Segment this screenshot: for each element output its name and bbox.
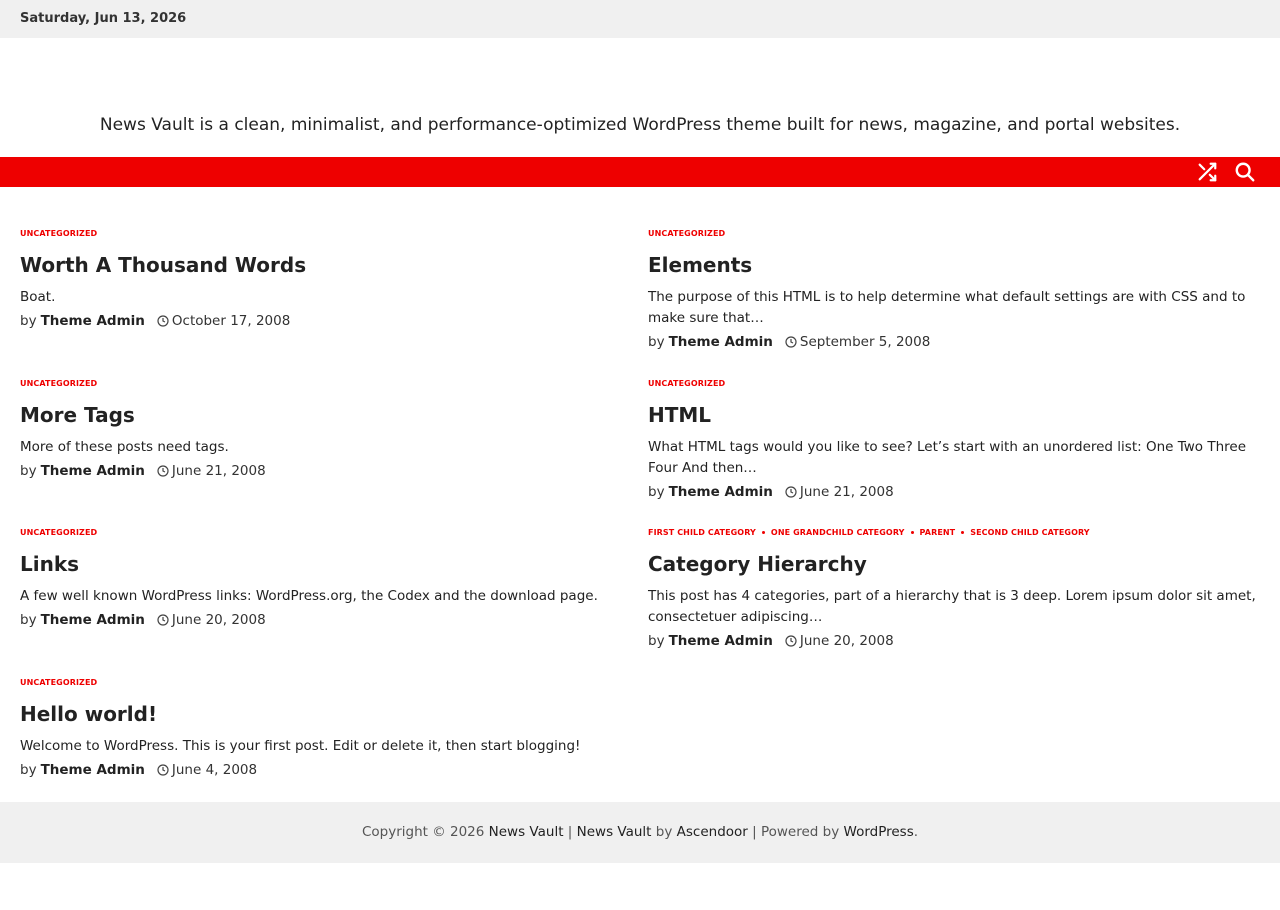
theme-link[interactable]: News Vault	[576, 824, 652, 840]
category-separator	[762, 531, 765, 534]
post-excerpt: This post has 4 categories, part of a hierarchy that is 3 deep. Lorem ipsum dolor sit amet, consectetuer adipiscing…	[648, 588, 1256, 625]
top-bar	[0, 0, 1280, 38]
post-excerpt: Welcome to WordPress. This is your first post. Edit or delete it, then start blogging!	[20, 738, 581, 754]
category-link[interactable]: UNCATEGORIZED	[20, 678, 98, 687]
author-link[interactable]: Theme Admin	[40, 612, 145, 628]
category-link[interactable]: UNCATEGORIZED	[20, 528, 98, 537]
post-excerpt: A few well known WordPress links: WordPress.org, the Codex and the download page.	[20, 588, 598, 604]
search-icon[interactable]	[1234, 161, 1256, 183]
post-title[interactable]: Category Hierarchy	[648, 552, 867, 576]
post-categories	[20, 229, 630, 243]
post-date[interactable]: June 20, 2008	[171, 612, 266, 628]
by-label: by	[648, 334, 665, 350]
post-card	[20, 678, 630, 780]
author-link[interactable]: Theme Admin	[40, 463, 145, 479]
post-meta	[648, 482, 1258, 502]
category-link[interactable]: UNCATEGORIZED	[20, 229, 98, 238]
category-link[interactable]: FIRST CHILD CATEGORY	[648, 528, 756, 537]
post-categories	[648, 379, 1258, 393]
post-card	[648, 528, 1258, 651]
post-meta	[648, 631, 1258, 651]
post-title[interactable]: Worth A Thousand Words	[20, 253, 307, 277]
copyright-text: Copyright © 2026	[361, 824, 489, 840]
by-label: by	[20, 463, 37, 479]
clock-icon	[157, 315, 169, 327]
post-date[interactable]: June 21, 2008	[799, 484, 894, 500]
category-separator	[911, 531, 914, 534]
footer-separator: |	[563, 824, 577, 840]
post-date[interactable]: June 21, 2008	[171, 463, 266, 479]
author-link[interactable]: Theme Admin	[668, 484, 773, 500]
post-title[interactable]: HTML	[648, 403, 712, 427]
author-link[interactable]: Theme Admin	[668, 633, 773, 649]
category-link[interactable]: UNCATEGORIZED	[648, 229, 726, 238]
by-label: by	[20, 313, 37, 329]
author-link[interactable]: Theme Admin	[40, 313, 145, 329]
post-title[interactable]: More Tags	[20, 403, 135, 427]
author-link[interactable]: Theme Admin	[40, 762, 145, 778]
post-excerpt: More of these posts need tags.	[20, 439, 229, 455]
footer-end: .	[913, 824, 919, 840]
clock-icon	[785, 635, 797, 647]
by-label: by	[648, 633, 665, 649]
by-label: by	[648, 484, 665, 500]
post-card	[20, 229, 630, 331]
category-link[interactable]: ONE GRANDCHILD CATEGORY	[770, 528, 905, 537]
post-title[interactable]: Elements	[648, 253, 753, 277]
category-link[interactable]: SECOND CHILD CATEGORY	[970, 528, 1090, 537]
shuffle-icon[interactable]	[1196, 161, 1218, 183]
clock-icon	[157, 614, 169, 626]
site-link[interactable]: News Vault	[488, 824, 564, 840]
post-excerpt: What HTML tags would you like to see? Let’s start with an unordered list: One Two Three Four And then…	[648, 439, 1247, 476]
category-link[interactable]: PARENT	[919, 528, 956, 537]
by-text: by	[651, 824, 677, 840]
post-title[interactable]: Links	[20, 552, 80, 576]
post-date[interactable]: October 17, 2008	[171, 313, 291, 329]
powered-text: | Powered by	[747, 824, 844, 840]
post-categories	[20, 379, 630, 393]
post-excerpt: The purpose of this HTML is to help determine what default settings are with CSS and to make sure that…	[648, 289, 1246, 326]
post-card	[20, 528, 630, 630]
category-link[interactable]: UNCATEGORIZED	[648, 379, 726, 388]
primary-navigation	[0, 157, 1280, 187]
post-date[interactable]: June 4, 2008	[171, 762, 258, 778]
post-excerpt: Boat.	[20, 289, 56, 305]
clock-icon	[785, 486, 797, 498]
category-link[interactable]: UNCATEGORIZED	[20, 379, 98, 388]
post-categories	[648, 229, 1258, 243]
post-date[interactable]: September 5, 2008	[799, 334, 931, 350]
post-categories	[648, 528, 1258, 542]
post-meta	[20, 760, 630, 780]
current-date: Saturday, Jun 13, 2026	[20, 11, 187, 26]
category-separator	[961, 531, 964, 534]
post-meta	[648, 332, 1258, 352]
post-card	[20, 379, 630, 481]
clock-icon	[157, 465, 169, 477]
by-label: by	[20, 612, 37, 628]
post-categories	[20, 528, 630, 542]
wordpress-link[interactable]: WordPress	[843, 824, 914, 840]
site-tagline: News Vault is a clean, minimalist, and performance-optimized WordPress theme built for news, magazine, and portal websites.	[99, 115, 1181, 135]
theme-author-link[interactable]: Ascendoor	[676, 824, 748, 840]
post-meta	[20, 610, 630, 630]
post-meta	[20, 311, 630, 331]
post-title[interactable]: Hello world!	[20, 702, 158, 726]
author-link[interactable]: Theme Admin	[668, 334, 773, 350]
post-date[interactable]: June 20, 2008	[799, 633, 894, 649]
clock-icon	[785, 336, 797, 348]
clock-icon	[157, 764, 169, 776]
post-card	[648, 229, 1258, 352]
post-categories	[20, 678, 630, 692]
site-footer	[0, 802, 1280, 863]
by-label: by	[20, 762, 37, 778]
post-card	[648, 379, 1258, 502]
post-meta	[20, 461, 630, 481]
